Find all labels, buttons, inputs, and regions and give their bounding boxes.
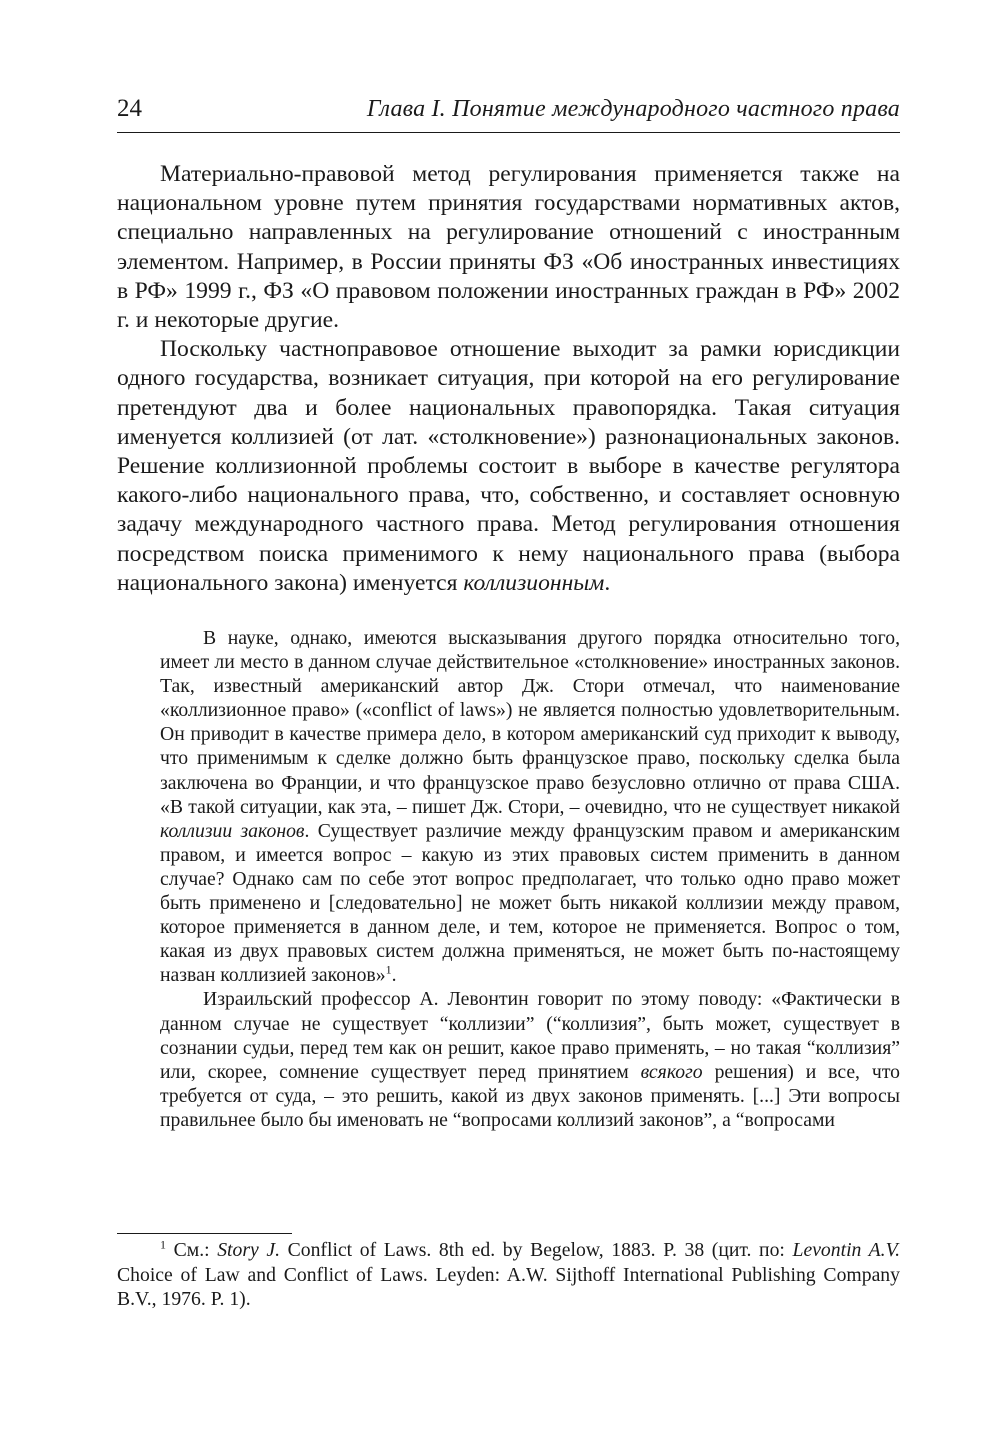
- quote-2-text-b: решения) и все, что требуется от суда, – это решить, какой из двух законов применять. [...] Эти вопросы правильнее было бы именовать не “вопросами коллизий законов”, а “вопросами: [160, 1060, 901, 1131]
- page-header: [117, 94, 900, 134]
- header-rule: [117, 132, 900, 133]
- footnote-marker: 1: [160, 1237, 166, 1252]
- footnote-text-b: Conflict of Laws. 8th ed. by Begelow, 1883. P. 38 (цит. по:: [280, 1239, 793, 1261]
- quote-2-text-a: Израильский профессор А. Левонтин говорит по этому поводу: «Фактически в данном случае не существует “коллизии” (“коллизия”, быть может, существует в сознании судьи, перед тем как он решит, какое право применять, – но такая “коллизия” или, скорее, сомнение существует перед принятием: [160, 988, 900, 1083]
- term-italic: коллизионным: [463, 569, 605, 596]
- footnote-ref[interactable]: 1: [385, 962, 392, 977]
- paragraph-2-text: Поскольку частноправовое отношение выходит за рамки юрисдикции одного государства, возникает ситуация, при которой на его регулирование претендуют два и более национальных правопорядка. Такая ситуация именуется коллизией (от лат. «столкновение») разнонациональных законов. Решение коллизионной проблемы состоит в выборе в качестве регулятора какого-либо национального права, что, собственно, и составляет основную задачу международного частного права. Метод регулирования отношения посредством поиска применимого к нему национального права (выбора национального закона) именуется: [117, 336, 900, 596]
- quote-1-text-a: В науке, однако, имеются высказывания другого порядка относительно того, имеет ли место в данном случае действительное «столкновение» иностранных законов. Так, известный американский автор Дж. Стори отмечал, что наименование «коллизионное право» («conflict of laws») не является полностью удовлетворительным. Он приводит в качестве примера дело, в котором американский суд приходит к выводу, что применимым к сделке должно быть французское право, поскольку сделка была заключена во Франции, и что французское право безусловно отлично от права США. «В такой ситуации, как эта, – пишет Дж. Стори, – очевидно, что не существует никакой: [160, 627, 900, 818]
- paragraph-2: [117, 335, 900, 598]
- quote-paragraph-1: [160, 626, 900, 987]
- paragraph-2-end: .: [604, 569, 611, 596]
- footnote: [117, 1238, 900, 1312]
- page-number: 24: [117, 95, 142, 122]
- footnote-author-1: Story J.: [217, 1239, 281, 1261]
- footnote-author-2: Levontin A.V.: [792, 1239, 900, 1261]
- quote-1-end: .: [391, 964, 397, 987]
- quote-1-italic: коллизии законов: [160, 819, 305, 842]
- footnote-1: [117, 1238, 900, 1312]
- footnote-text-a: См.:: [166, 1239, 218, 1261]
- quote-1-text-b: . Существует различие между французским правом и американским правом, и имеется вопрос – какую из этих правовых систем применить в данном случае? Однако сам по себе этот вопрос предполагает, что только одно право может быть применено и [следовательно] не может быть никакой коллизии между правом, которое применяется в данном деле, и тем, которое не применяется. Вопрос о том, какая из двух правовых систем должна применяться, не может быть по-настоящему назван коллизией законов»: [160, 819, 900, 987]
- quote-paragraph-2: [160, 987, 900, 1132]
- main-text: [117, 160, 900, 598]
- footnote-text-c: Choice of Law and Conflict of Laws. Leyden: A.W. Sijthoff International Publishing Company B.V., 1976. P. 1).: [117, 1263, 900, 1311]
- quote-block: [160, 626, 900, 1132]
- running-head: Глава I. Понятие международного частного права: [366, 96, 900, 122]
- paragraph-1: [117, 160, 900, 335]
- quote-2-italic: всякого: [640, 1060, 703, 1083]
- footnote-rule: [117, 1233, 292, 1234]
- paragraph-1-text: Материально-правовой метод регулирования применяется также на национальном уровне путем принятия государствами нормативных актов, специально направленных на регулирование отношений с иностранным элементом. Например, в России приняты ФЗ «Об иностранных инвестициях в РФ» 1999 г., ФЗ «О правовом положении иностранных граждан в РФ» 2002 г. и некоторые другие.: [117, 161, 900, 334]
